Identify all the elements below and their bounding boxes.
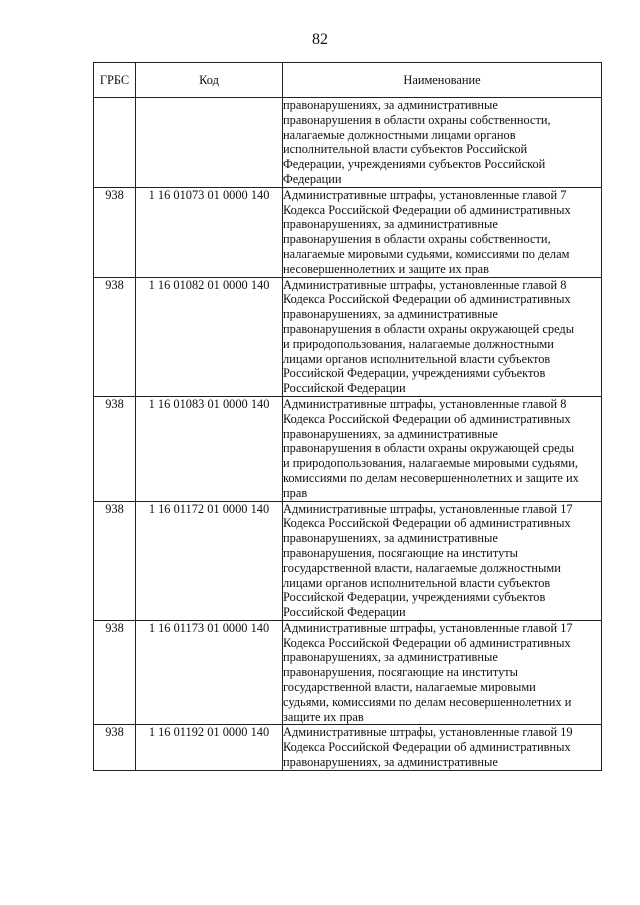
name-line: правонарушения в области охраны окружающей среды	[283, 321, 575, 336]
table-row	[94, 277, 602, 396]
name-line: Кодекса Российской Федерации об административных	[283, 516, 571, 531]
name-line: судьями, комиссиями по делам несовершеннолетних и	[283, 694, 572, 709]
name-line: Административные штрафы, установленные главой 8	[283, 396, 567, 411]
name-line: Кодекса Российской Федерации об административных	[283, 202, 571, 217]
table-row	[94, 725, 602, 770]
name-line: правонарушения в области охраны собственности,	[283, 232, 551, 247]
header-code: Код	[136, 63, 283, 98]
name-line: Российской Федерации	[283, 605, 406, 620]
name-line: Административные штрафы, установленные главой 17	[283, 620, 573, 635]
cell-code: 1 16 01172 01 0000 140	[136, 501, 283, 620]
table-header-row	[94, 63, 602, 98]
cell-name	[283, 187, 602, 277]
name-line: Административные штрафы, установленные главой 19	[283, 725, 573, 740]
cell-code: 1 16 01083 01 0000 140	[136, 396, 283, 501]
name-line: Российской Федерации, учреждениями субъектов	[283, 590, 546, 605]
name-line: Кодекса Российской Федерации об административных	[283, 635, 571, 650]
name-line: правонарушениях, за административные	[283, 426, 498, 441]
name-line: правонарушениях, за административные	[283, 650, 498, 665]
table-row	[94, 501, 602, 620]
name-line: Административные штрафы, установленные главой 17	[283, 501, 573, 516]
name-line: лицами органов исполнительной власти субъектов	[283, 575, 551, 590]
name-line: Административные штрафы, установленные главой 7	[283, 187, 567, 202]
name-line: лицами органов исполнительной власти субъектов	[283, 351, 551, 366]
name-line: правонарушениях, за административные	[283, 217, 498, 232]
cell-code: 1 16 01073 01 0000 140	[136, 187, 283, 277]
cell-grbs: 938	[94, 277, 136, 396]
cell-code: 1 16 01173 01 0000 140	[136, 620, 283, 725]
table-body	[94, 98, 602, 771]
name-line: правонарушениях, за административные	[283, 531, 498, 546]
table-row	[94, 98, 602, 188]
header-name: Наименование	[283, 63, 602, 98]
name-line: комиссиями по делам несовершеннолетних и защите их	[283, 470, 579, 485]
cell-name	[283, 277, 602, 396]
name-line: и природопользования, налагаемые мировыми судьями,	[283, 456, 578, 471]
cell-name	[283, 396, 602, 501]
name-line: прав	[283, 485, 308, 500]
cell-grbs: 938	[94, 620, 136, 725]
name-line: Кодекса Российской Федерации об административных	[283, 740, 571, 755]
cell-name	[283, 98, 602, 188]
name-line: защите их прав	[283, 709, 364, 724]
name-line: Кодекса Российской Федерации об административных	[283, 411, 571, 426]
name-line: правонарушения, посягающие на институты	[283, 545, 519, 560]
name-line: и природопользования, налагаемые должностными	[283, 336, 554, 351]
name-line: Административные штрафы, установленные главой 8	[283, 277, 567, 292]
header-grbs: ГРБС	[94, 63, 136, 98]
name-line: Российской Федерации	[283, 381, 406, 396]
cell-code: 1 16 01192 01 0000 140	[136, 725, 283, 770]
cell-name	[283, 501, 602, 620]
name-line: правонарушениях, за административные	[283, 98, 498, 112]
cell-name	[283, 620, 602, 725]
table-row	[94, 396, 602, 501]
name-line: правонарушения в области охраны собственности,	[283, 112, 551, 127]
table-row	[94, 620, 602, 725]
cell-code	[136, 98, 283, 188]
name-line: государственной власти, налагаемые должностными	[283, 560, 561, 575]
name-line: Федерации, учреждениями субъектов Российской	[283, 157, 546, 172]
cell-grbs	[94, 98, 136, 188]
name-line: государственной власти, налагаемые мировыми	[283, 680, 536, 695]
cell-grbs: 938	[94, 501, 136, 620]
name-line: Российской Федерации, учреждениями субъектов	[283, 366, 546, 381]
budget-classification-table	[93, 62, 602, 771]
name-line: исполнительной власти субъектов Российской	[283, 142, 528, 157]
name-line: налагаемые мировыми судьями, комиссиями по делам	[283, 246, 570, 261]
page-number: 82	[312, 31, 328, 48]
name-line: правонарушения в области охраны окружающей среды	[283, 441, 575, 456]
cell-grbs: 938	[94, 187, 136, 277]
name-line: несовершеннолетних и защите их прав	[283, 261, 490, 276]
name-line: правонарушениях, за административные	[283, 755, 498, 770]
name-line: налагаемые должностными лицами органов	[283, 127, 516, 142]
cell-grbs: 938	[94, 725, 136, 770]
cell-code: 1 16 01082 01 0000 140	[136, 277, 283, 396]
name-line: Кодекса Российской Федерации об административных	[283, 292, 571, 307]
cell-name	[283, 725, 602, 770]
name-line: правонарушения, посягающие на институты	[283, 665, 519, 680]
cell-grbs: 938	[94, 396, 136, 501]
name-line: правонарушениях, за административные	[283, 307, 498, 322]
name-line: Федерации	[283, 171, 342, 186]
table-row	[94, 187, 602, 277]
